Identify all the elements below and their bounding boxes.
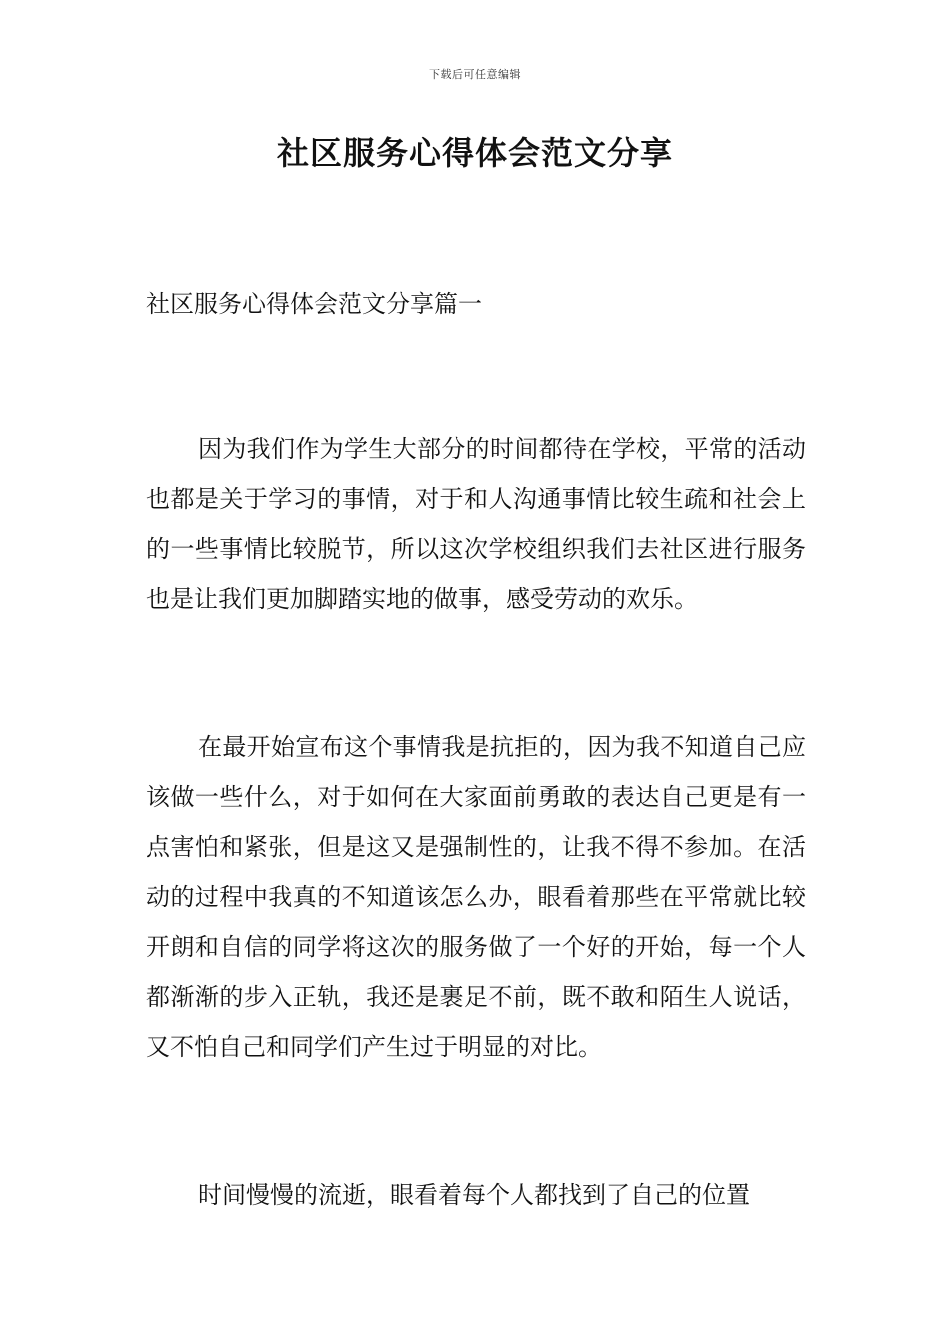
- section-heading: 社区服务心得体会范文分享篇一: [146, 290, 482, 318]
- header-note: 下载后可任意编辑: [429, 68, 521, 81]
- body-paragraph: 在最开始宣布这个事情我是抗拒的，因为我不知道自己应该做一些什么，对于如何在大家面前勇敢的表达自己更是有一点害怕和紧张，但是这又是强制性的，让我不得不参加。在活动的过程中我真的不知道该怎么办，眼看着那些在平常就比较开朗和自信的同学将这次的服务做了一个好的开始，每一个人都渐渐的步入正轨，我还是裹足不前，既不敢和陌生人说话，又不怕自己和同学们产生过于明显的对比。: [146, 733, 806, 1061]
- document-title: 社区服务心得体会范文分享: [276, 134, 673, 172]
- body-paragraph: 时间慢慢的流逝，眼看着每个人都找到了自己的位置: [198, 1181, 750, 1209]
- body-paragraph: 因为我们作为学生大部分的时间都待在学校，平常的活动也都是关于学习的事情，对于和人沟通事情比较生疏和社会上的一些事情比较脱节，所以这次学校组织我们去社区进行服务也是让我们更加脚踏实地的做事，感受劳动的欢乐。: [146, 435, 806, 613]
